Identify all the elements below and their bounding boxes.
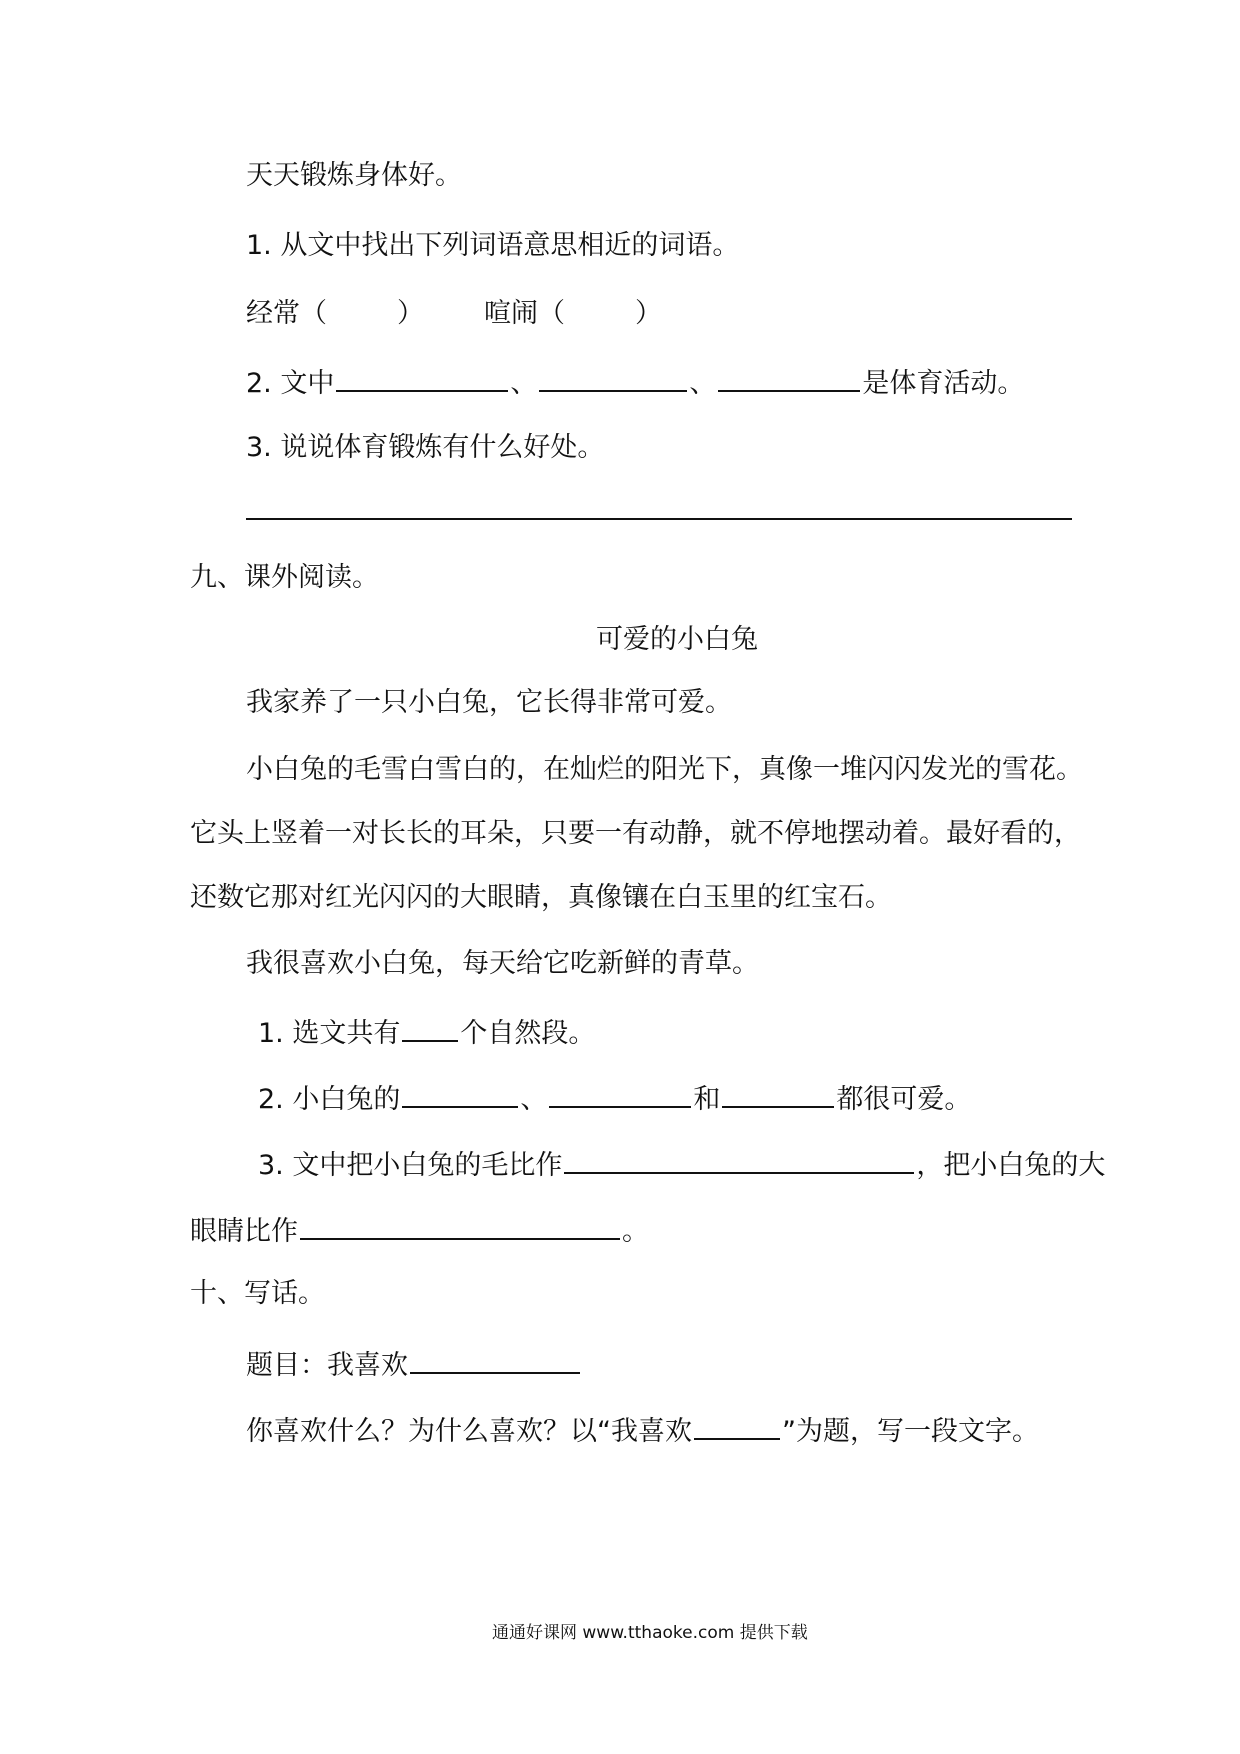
question-8-1-words <box>246 296 662 332</box>
q3-mid: ，把小白兔的大 <box>916 1150 1106 1181</box>
q2-suffix: 都很可爱。 <box>836 1084 972 1115</box>
prompt-suffix: ”为题，写一段文字。 <box>782 1416 1039 1447</box>
answer-blank[interactable] <box>300 1210 620 1240</box>
question-9-1 <box>258 1012 595 1052</box>
answer-blank[interactable] <box>539 362 687 392</box>
passage-paragraph-3: 我很喜欢小白兔，每天给它吃新鲜的青草。 <box>246 948 759 979</box>
separator: 、 <box>520 1084 548 1115</box>
question-9-3 <box>258 1144 1105 1184</box>
separator: 、 <box>689 368 717 399</box>
conjunction: 和 <box>693 1084 721 1115</box>
answer-blank[interactable] <box>564 1144 914 1174</box>
footer-credit: 通通好课网 www.tthaoke.com 提供下载 <box>492 1623 808 1643</box>
topic-blank[interactable] <box>410 1344 580 1374</box>
section-heading-9: 九、课外阅读。 <box>190 562 379 593</box>
prompt-prefix: 你喜欢什么？为什么喜欢？以“我喜欢 <box>246 1416 692 1447</box>
answer-blank[interactable] <box>336 362 508 392</box>
answer-blank[interactable] <box>549 1078 691 1108</box>
question-8-2 <box>246 362 1024 402</box>
passage-end-line: 天天锻炼身体好。 <box>246 160 462 191</box>
answer-blank[interactable] <box>402 1012 458 1042</box>
word2-close: ） <box>635 298 662 329</box>
word1-label: 经常（ <box>246 298 327 329</box>
answer-line[interactable] <box>246 518 1072 520</box>
q2-prefix: 2. 文中 <box>246 368 335 399</box>
q3-end: 。 <box>622 1216 649 1247</box>
q2-prefix: 2. 小白兔的 <box>258 1084 401 1115</box>
writing-topic <box>246 1344 582 1384</box>
passage-title: 可爱的小白兔 <box>596 624 758 655</box>
question-9-2 <box>258 1078 971 1118</box>
question-8-1: 1. 从文中找出下列词语意思相近的词语。 <box>246 230 740 261</box>
passage-paragraph-2-line-3: 还数它那对红光闪闪的大眼睛，真像镶在白玉里的红宝石。 <box>190 882 892 913</box>
q1-prefix: 1. 选文共有 <box>258 1018 401 1049</box>
answer-blank[interactable] <box>718 362 860 392</box>
q3-prefix: 3. 文中把小白兔的毛比作 <box>258 1150 563 1181</box>
question-9-3-line-2 <box>190 1210 649 1250</box>
answer-blank[interactable] <box>722 1078 834 1108</box>
passage-paragraph-1: 我家养了一只小白兔，它长得非常可爱。 <box>246 687 732 718</box>
word1-close: ） <box>397 298 424 329</box>
passage-paragraph-2-line-2: 它头上竖着一对长长的耳朵，只要一有动静，就不停地摆动着。最好看的， <box>190 818 1081 849</box>
writing-prompt <box>246 1410 1039 1450</box>
separator: 、 <box>510 368 538 399</box>
question-8-3: 3. 说说体育锻炼有什么好处。 <box>246 432 605 463</box>
q3-line2-prefix: 眼睛比作 <box>190 1216 298 1247</box>
answer-blank[interactable] <box>402 1078 518 1108</box>
word2-label: 喧闹（ <box>484 298 565 329</box>
q2-suffix: 是体育活动。 <box>862 368 1025 399</box>
topic-prefix: 题目：我喜欢 <box>246 1350 408 1381</box>
prompt-blank[interactable] <box>694 1410 780 1440</box>
q1-suffix: 个自然段。 <box>460 1018 596 1049</box>
passage-paragraph-2-line-1: 小白兔的毛雪白雪白的，在灿烂的阳光下，真像一堆闪闪发光的雪花。 <box>246 754 1083 785</box>
section-heading-10: 十、写话。 <box>190 1278 325 1309</box>
